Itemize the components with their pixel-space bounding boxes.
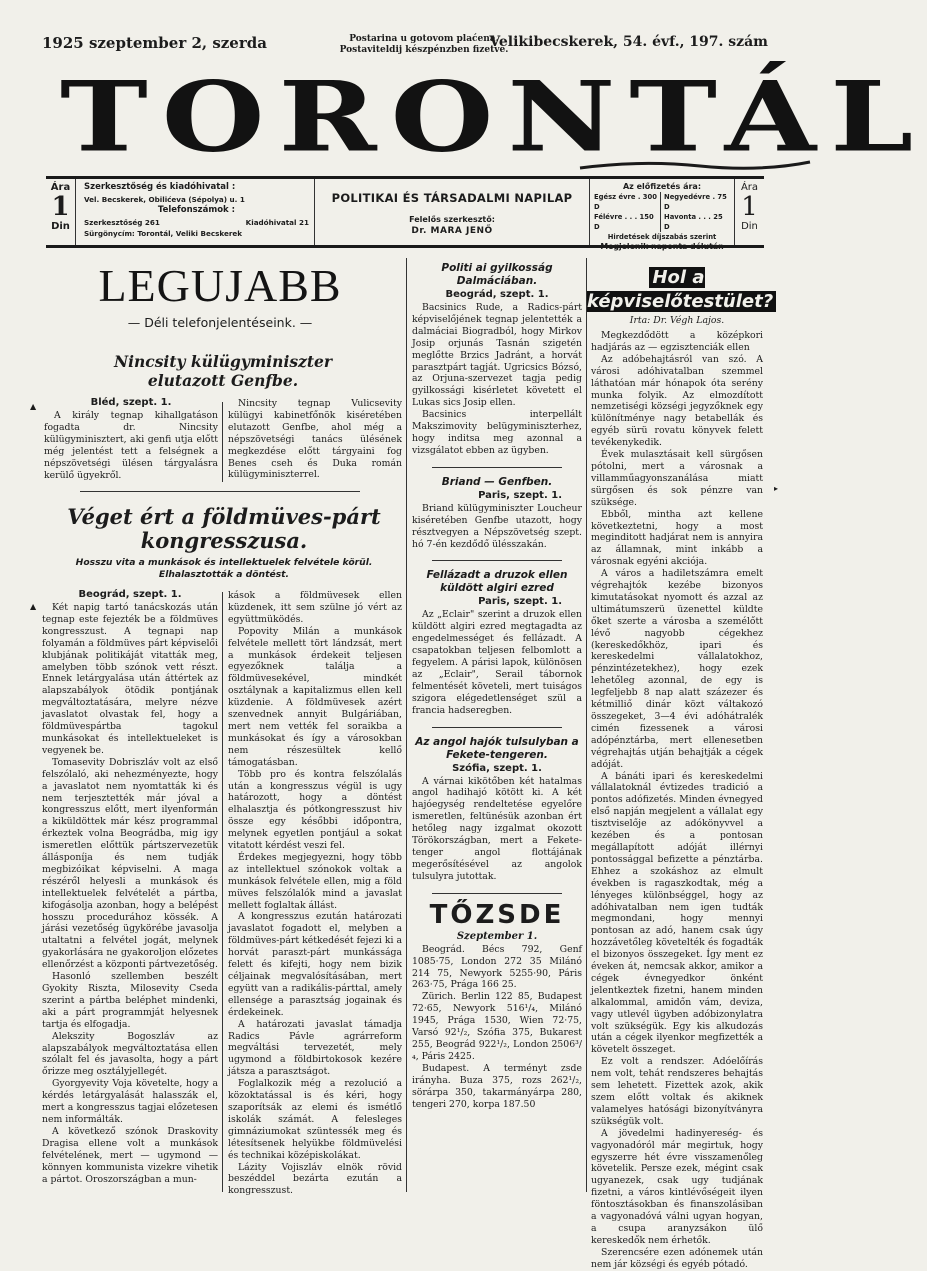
margin-mark: ▸: [774, 484, 779, 493]
foldmuves-p7: kások a földmüvesek ellen küzdenek, itt sem szülne jó vért az együttmüködés.: [228, 590, 402, 625]
gyilkossag-p1: Bacsinics Rude, a Radics-párt képviselőjének tegnap jelentették a dalmáciai Biogradból, hogy Mirkov Josip orjunás Tasnán szigetén meglőtte Brzics Jadránt, a horvát parasztpárt tagját. Ugricsics Bózsó, az Orjuna-szervezet tagja pedig gyilkossági kisérletet követett el Lukas sics Josip ellen.: [412, 302, 582, 409]
foldmuves-p8: Popovity Milán a munkások felvétele mellett tört lándzsát, mert a munkások érdekeit teljesen egyezőknek találja a földmüvesekével, mindkét osztálynak a kapitalizmus ellen kell küzdenie. A földmüvesek azért szenvednek annyit Bulgáriában, mert nem vették fel soraikba a munkásokat és így a városokban nem részesültek kellő támogatásban.: [228, 625, 402, 768]
hol-headline-block: [587, 266, 774, 314]
hol-p2: Az adóbehajtásról van szó. A városi adóhivatalban szemmel láthatóan már hónapok óta serény munka folyik. Az elmozdított nemzetiségi községi jegyzőknek egy különítménye nagy betabellák és egyéb sürü rovatu könyvek felett tevékenykedik.: [591, 353, 763, 449]
price-currency: Din: [51, 221, 70, 232]
gyilkossag-headline: Politi ai gyilkosság Dalmáciában.: [441, 262, 553, 287]
section-rule: [432, 727, 562, 728]
foldmuves-dateline: Beográd, szept. 1.: [78, 589, 182, 600]
column-rule: [406, 258, 407, 1192]
subs-year: Egész évre . 300 D: [594, 193, 657, 211]
foldmuves-deck: Hosszu vita a munkások és intellektuelek felvétele körül. Elhalasztották a döntést.: [75, 557, 373, 580]
tel-office: Kiadóhivatal 21: [245, 217, 309, 227]
price-value: 1: [51, 192, 70, 222]
tozsde-title: TŐZSDE: [429, 899, 565, 930]
info-band: [46, 176, 764, 251]
gyilkossag-dateline: Beográd, szept. 1.: [445, 289, 549, 300]
foldmuves-p10: Érdekes megjegyezni, hogy több az intellektuel szónokok voltak a munkások felvétele ellen, mig a föld müves felszólalók mind a javaslat mellett foglaltak állást.: [228, 851, 402, 911]
subscription-box: [594, 182, 730, 252]
price-label: Ára: [740, 182, 759, 193]
foldmuves-headline: Véget ért a földmüves-párt kongresszusa.: [67, 504, 381, 553]
hol-p7: Ez volt a rendszer. Adóelőírás nem volt, tehát rendszeres behajtás sem lehetett. Fizettek azok, akik szem előtt voltak és akiknek valamelyes hatósági bizonyítványra szükségük volt.: [591, 1056, 763, 1127]
paper-subtitle: POLITIKAI ÉS TÁRSADALMI NAPILAP: [331, 191, 573, 205]
foldmuves-p2: Tomasevity Dobriszláv volt az első felszólaló, aki nehezményezte, hogy a javaslatot nem nyomtatták ki és nem terjesztették már jóval a kongresszus előtt, mert ilyenformán a kiküldöttek már kész programmal érkeztek volna Beográdba, mig igy ismeretlen előttük pártszervezetük állásponíja és nem tudják megbizóikat képviselni. A maga részéről helyesli a munkások és intellektuelek felvételét a pártba, kifogásolja azonban, hogy a belépést hosszu procedurához kössék. A járási vezetőség ügykörébe javasolja utaltatni a felvétel jogát, melynek gyakorlására ne gyakoroljon előzetes ellenőrzést a központi pártvezetőség.: [42, 756, 219, 971]
angol-dateline: Szófia, szept. 1.: [452, 762, 542, 774]
foldmuves-p9: Több pro és kontra felszólalás után a kongresszus végül is ugy határozott, hogy a döntést elhalasztja és pótkongresszust hiv össze egy későbbi időpontra, melynek egyetlen pontjául a sokat vitatott kérdést veszi fel.: [228, 768, 402, 852]
middle-column: [412, 262, 582, 1110]
editor-name: Dr. MARA JENŐ: [411, 226, 493, 236]
tozsde-p1: Beográd. Bécs 792, Genf 1085·75, London 272 35 Milánó 214 75, Newyork 5255·90, Páris 263·75, Prága 166 25.: [412, 943, 582, 991]
masthead: [60, 59, 927, 174]
tel-editor: Szerkesztőség 261: [84, 217, 160, 227]
hol-p1: Megkezdődött a középkori hadjárás az — egzisztenciák ellen: [591, 330, 763, 353]
nincsity-headline-block: [88, 352, 358, 390]
nincsity-dateline: Bléd, szept. 1.: [90, 397, 172, 408]
gyilkossag-p2: Bacsinics interpellált Makszimovity belügyminiszterhez, hogy inditsa meg azonnal a vizsgálatot ebben az ügyben.: [412, 409, 582, 456]
hol-p9: Szerencsére ezen adónemek után nem jár községi és egyéb pótadó.: [591, 1246, 763, 1270]
druzok-p1: Az „Eclair" szerint a druzok ellen küldött algiri ezred megtagadta az engedelmességet és fellázadt. A csapatokban teljesen felbomlott a fegyelem. A párisi lapok, különösen az „Eclair", Serail tábornok felmentését követeli, mert tuiságos szigora elégedetlenséget szül a francia hadseregben.: [412, 609, 582, 716]
issue-date: 1925 szeptember 2, szerda: [42, 34, 267, 52]
foldmuves-p5: Gyorgyevity Voja követelte, hogy a kérdés letárgyalását halasszák el, mert a kongresszus tagjai előzetesen nem informálták.: [42, 1078, 218, 1125]
druzok-dateline: Paris, szept. 1.: [478, 596, 562, 608]
tel-heading: Telefonszámok :: [157, 205, 236, 215]
section-rule: [80, 491, 360, 492]
subs-month: Havonta . . . 25 D: [664, 213, 723, 231]
legujabb-header: [40, 258, 400, 330]
band-center: [314, 179, 590, 245]
masthead-title: TORONTÁL: [60, 59, 927, 174]
legujabb-subtitle: — Déli telefonjelentéseink. —: [127, 315, 313, 330]
briand-dateline: Paris, szept. 1.: [478, 489, 562, 501]
foldmuves-col-1: [42, 588, 218, 1185]
office-address: Vel. Becskerek, Obilićeva (Sépolya) u. 1: [84, 194, 245, 204]
foldmuves-p4: Alekszity Bogoszláv az alapszabályok megváltoztatása ellen szólalt fel és javasolta, hogy a párt őrizze meg osztályjellegét.: [42, 1030, 218, 1078]
foldmuves-p14: Lázity Vojiszláv elnök rövid beszéddel bezárta ezután a kongresszust.: [228, 1161, 402, 1197]
subs-half: Félévre . . . 150 D: [594, 213, 654, 231]
tel-row: [84, 217, 309, 229]
nincsity-text-1: A király tegnap kihallgatáson fogadta dr. Nincsity külügyminisztert, aki genfi utja előtt még jelentést tett a felségnek a népszövetségi ülésen tárgyalásra kerülő ügyekről.: [44, 410, 218, 481]
foldmuves-headline-block: [40, 505, 408, 581]
hol-p3: Évek mulasztásait kell sürgősen pótolni, mert a városnak a villamműagyonszanálása miatt sürgősen és sok pénzre van szüksége.: [591, 449, 763, 508]
nincsity-headline: Nincsity külügyminiszter elutazott Genfbe.: [113, 352, 333, 390]
masthead-swash: [580, 158, 810, 172]
tozsde-p2: Zürich. Berlin 122 85, Budapest 72·65, Newyork 516¹/₄, Milánó 1945, Prága 1530, Wien 72·75, Varsó 92¹/₂, Szófia 375, Bukarest 255, Beográd 922¹/₂, London 2506³/₄, Páris 2425.: [412, 991, 582, 1062]
nincsity-col-2: [228, 398, 402, 481]
tozsde-date: Szeptember 1.: [456, 930, 538, 942]
hol-p5: A város a hadiletszámra emelt végrehajtók kezébe bizonyos kimutatásokat nyomott és azzal az ultimátumszerü üzenettel küldte őket szerte a városba a személőtt lévő nagyobb cégekhez (kereskedőkhöz, ipari és kereskedelmi vállalatokhoz, pénzintézetekhez), hogy ezek lehetőleg azonnal, de egy is legfeljebb 8 nap alatt százezer és kétmilliő dinár közt váltakozó összegeket, 3—4 évi adóhátralék cimén fizessenek a városi adópénztárba, mert ellenesetben végrehajtás utján behajtják a cégek adóját.: [591, 568, 763, 770]
legujabb-title: LEGUJABB: [98, 260, 342, 311]
hol-p8: A jövedelmi hadinyereség- és vagyonadóról már megirtuk, hogy egyszerre hét évre visszamenőleg követelik. Persze ezek, mégint csak ugyanezek, csak ugy tudjának fizetni, a város kintlévőségeit ilyen föntosztásokban és finanszolásiban a vagyonadóvá válni ugyan hogyan, a csupa aranyzsákon ülő kereskedők nem érhetők.: [591, 1127, 763, 1246]
tozsde-p3: Budapest. A terményt zsde irányha. Buza 375, rozs 262¹/₂, sörárpa 350, takarmányárpa 280, tengeri 270, korpa 187.50: [412, 1062, 582, 1110]
right-column: [587, 266, 774, 1271]
foldmuves-p11: A kongresszus ezután határozati javaslatot fogadott el, melyben a földmüves-párt kétkedését fejezi ki a horvát paraszt-párt munkássága felett és kifejti, hogy nem bizik céljainak megvalósításában, mert együtt van a radikális-párttal, amely ellensége a parasztság jogainak és érdekeinek.: [228, 911, 402, 1018]
issue-place: Velikibecskerek, 54. évf., 197. szám: [489, 34, 768, 50]
foldmuves-p1: Két napig tartó tanácskozás után tegnap este fejezték be a földmüves kongresszust. A tegnapi nap folyamán a földmüves párt képviselői klubjának politikáját vitatták meg, amelyben több szónok vett részt. Ennek letárgyalása után áttértek az alapszabályok ötödik pontjának megváltoztatására, melyre nézve javaslatot olvastak fel, hogy a földmüvespártba tagokul munkásokat és intellektueleket is vegyenek be.: [42, 602, 218, 756]
hol-headline: Hol a képviselőtestület?: [587, 267, 776, 312]
foldmuves-p12: A határozati javaslat támadja Radics Pávle agrárreform megváltási tervezetét, mely ugymond a földbirtokosok kezére játsza a parasztságot.: [228, 1018, 402, 1078]
angol-p1: A várnai kikötőben két hatalmas angol hadihajó kötött ki. A két hajóegység rendeltetése egyelőre ismeretlen, feltünésük azonban ért hetőleg nagy izgalmat okozott Törökországban, mert a Fekete-tenger angol flottájának megerősítésével az angolok tulsulyra jutottak.: [412, 775, 582, 882]
foldmuves-p6: A következő szónok Draskovity Dragisa ellene volt a munkások felvételének, mert — ugymond — könnyen kommunista vizekre vihetik a pártot. Oroszországban a mun-: [42, 1125, 218, 1185]
postage-line-2: Postaviteldij készpénzben fizetve.: [339, 45, 509, 55]
editorial-office: [84, 182, 309, 240]
hol-byline: Irta: Dr. Végh Lajos.: [629, 315, 725, 326]
price-box-left: [46, 179, 76, 245]
hol-p6: A bánáti ipari és kereskedelmi vállalatoknál évtizedes tradició a pontos adófizetés. Minden évnegyed első napján megjelent a vállalat egy tisztviselője az adókönyvvel a kezében és a pontosan megállapított adóját illérnyi pontossággal befizette a pénztárba. Ehhez a szokáshoz az elmult években is ragaszkodtak, még a lényeges különbséggel, hogy az adóhivatalban nem igen tudták megmondani, hogy mennyi pontosan az adó, hanem csak úgy hozzávetőleg követelték és fogadták el bizonyos összegeket. Így ment ez éveken át, nemcsak akkor, amikor a cégek évnegyedkor önként jelentkeztek fizetni, hanem minden alkalommal, amidőn vám, deviza, vagy utlevél ügyben adóbizonylatra volt szükségük. Egy kis alkudozás után a cégek ilyenkor megfizették a követelt összeget.: [591, 770, 763, 1056]
briand-headline: Briand — Genfben.: [441, 475, 553, 488]
editor-label: Felelős szerkesztő:: [409, 215, 495, 224]
foldmuves-p3: Hasonló szellemben beszélt Gyokity Riszta, Milosevity Cseda szerint a pártba beléphet mindenki, aki a párt programmját helyesnek tartja és elfogadja.: [42, 971, 218, 1030]
column-rule: [222, 402, 223, 482]
subs-quarter: Negyedévre . 75 D: [664, 193, 727, 211]
section-rule: [432, 893, 562, 894]
section-rule: [432, 560, 562, 561]
postage-line-1: Postarina u gotovom plaćena.: [349, 34, 499, 44]
briand-p1: Briand külügyminiszter Loucheur kiséretében Genfbe utazott, hogy résztvegyen a Népszövetség szept. hó 7-én kezdődő ülésszakán.: [412, 502, 582, 550]
margin-mark: ▲: [30, 402, 37, 411]
nincsity-col-1: [44, 396, 218, 481]
margin-mark: ▲: [30, 602, 37, 611]
foldmuves-p13: Foglalkozik még a rezolució a közoktatással is és kéri, hogy szaporítsák az elemi és ismétlő iskolák számát. A felesleges gimnáziumokat szüntessék meg és létesítsenek helyükbe földmüvelési és technikai középiskolákat.: [228, 1078, 402, 1161]
subs-grid: [594, 192, 730, 232]
top-line: [42, 30, 768, 56]
angol-headline: Az angol hajók tulsulyban a Fekete-tengeren.: [415, 735, 579, 761]
telegram-address: Sürgönycím: Torontál, Veliki Becskerek: [84, 229, 243, 238]
subs-appears: Megjelenik naponta délután: [600, 242, 724, 251]
column-rule: [222, 592, 223, 1192]
price-box-right: [734, 179, 764, 245]
subs-ads: Hirdetések díjszabás szerint: [607, 233, 717, 241]
hol-p4: Ebből, mintha azt kellene következtetni, hogy a most meginditott hadjárat nem is annyira az államnak, mint inkább a városnak egyéni akciója.: [591, 508, 763, 568]
price-label: Ára: [50, 182, 71, 193]
price-value: 1: [741, 192, 758, 222]
price-currency: Din: [741, 221, 758, 232]
druzok-headline: Fellázadt a druzok ellen küldött algiri ezred: [426, 569, 568, 595]
office-heading: Szerkesztőség és kiadóhivatal :: [84, 182, 236, 192]
column-rule: [586, 258, 587, 1192]
foldmuves-col-2: [228, 590, 402, 1197]
subs-heading: Az előfizetés ára:: [622, 182, 702, 191]
section-rule: [432, 467, 562, 468]
nincsity-text-2: Nincsity tegnap Vulicsevity külügyi kabinetfőnök kiséretében elutazott Genfbe, ahol még a népszövetségi tanács ülésének megkezdése előtt tárgyaini fog Benes cseh és Duka román külügyminiszterrel.: [228, 398, 402, 481]
